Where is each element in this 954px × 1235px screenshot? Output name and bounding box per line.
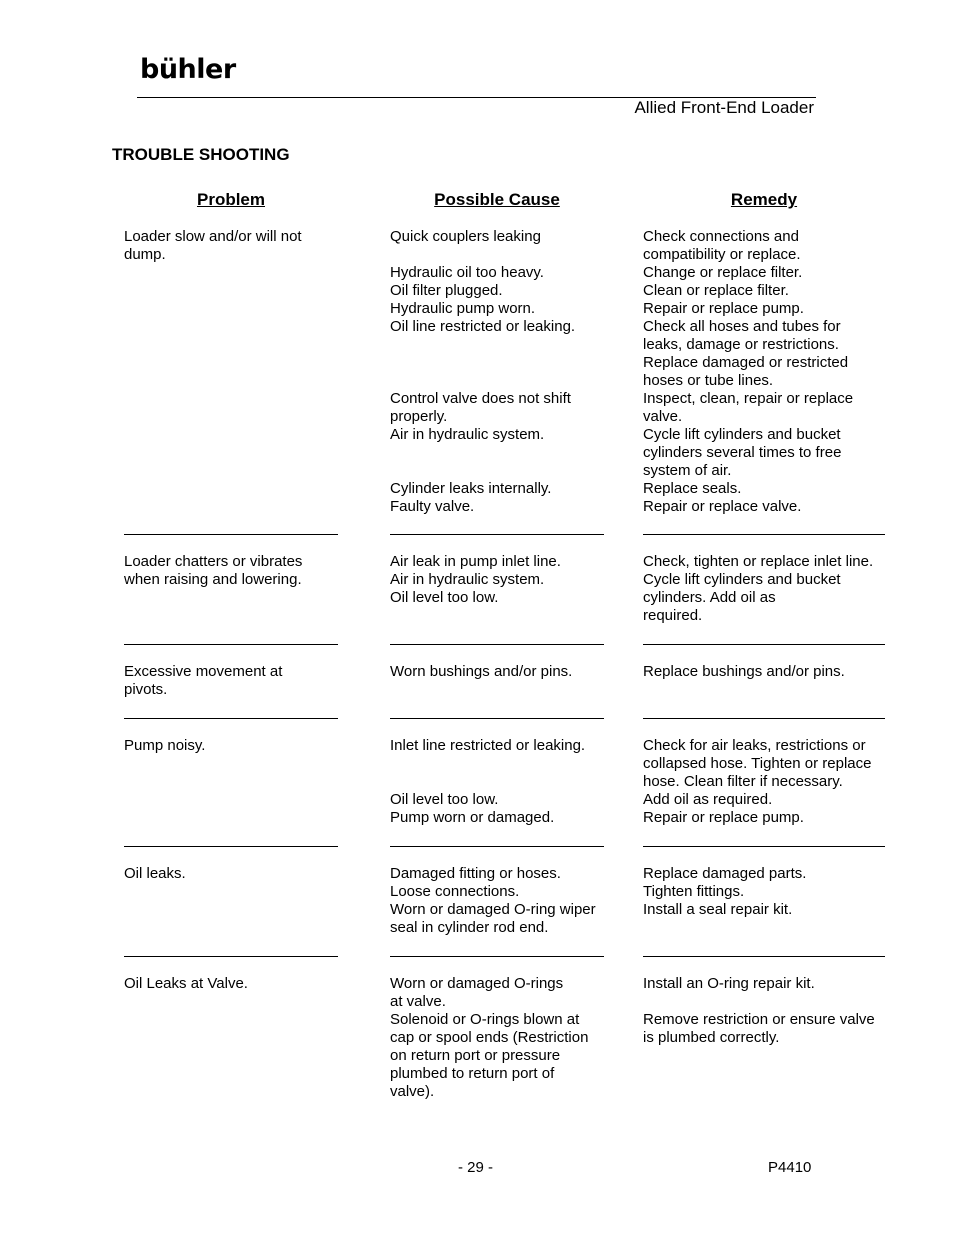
row-5-cause-line: seal in cylinder rod end. (390, 919, 549, 936)
row-1-cause-line: Hydraulic oil too heavy. (390, 264, 544, 281)
row-divider (643, 846, 885, 847)
column-header-remedy: Remedy (730, 190, 798, 209)
row-5-remedy-line: Replace damaged parts. (643, 865, 807, 882)
row-5-remedy-line: Tighten fittings. (643, 883, 745, 900)
row-1-remedy-line: system of air. (643, 462, 732, 479)
row-4-remedy-line: Add oil as required. (643, 791, 773, 808)
row-6-cause-line: valve). (390, 1083, 435, 1100)
row-2-problem-line: when raising and lowering. (124, 571, 302, 588)
row-divider (390, 644, 604, 645)
row-1-remedy-line: Repair or replace pump. (643, 300, 804, 317)
row-6-cause-line: Solenoid or O-rings blown at (390, 1011, 580, 1028)
row-6-cause-line: plumbed to return port of (390, 1065, 555, 1082)
row-2-remedy-line: required. (643, 607, 703, 624)
row-4-remedy-line: hose. Clean filter if necessary. (643, 773, 843, 790)
row-1-cause-line: Cylinder leaks internally. (390, 480, 552, 497)
row-1-cause-line: Air in hydraulic system. (390, 426, 545, 443)
row-divider (124, 644, 338, 645)
row-6-cause-line: Worn or damaged O-rings (390, 975, 564, 992)
document-code: P4410 (768, 1159, 812, 1176)
buhler-logo: bühler (140, 54, 236, 85)
row-1-cause-line: Oil filter plugged. (390, 282, 503, 299)
row-6-problem-line: Oil Leaks at Valve. (124, 975, 248, 992)
row-divider (124, 846, 338, 847)
row-1-remedy-line: hoses or tube lines. (643, 372, 774, 389)
row-divider (643, 644, 885, 645)
row-2-cause-line: Oil level too low. (390, 589, 499, 606)
row-3-cause-line: Worn bushings and/or pins. (390, 663, 573, 680)
row-1-remedy-line: Check all hoses and tubes for (643, 318, 841, 335)
row-divider (390, 846, 604, 847)
row-divider (643, 956, 885, 957)
document-subtitle: Allied Front-End Loader (634, 98, 814, 117)
row-4-remedy-line: Check for air leaks, restrictions or (643, 737, 866, 754)
row-1-problem-line: dump. (124, 246, 166, 263)
column-header-problem: Problem (196, 190, 266, 209)
row-3-remedy-line: Replace bushings and/or pins. (643, 663, 845, 680)
row-2-cause-line: Air in hydraulic system. (390, 571, 545, 588)
row-1-remedy-line: Clean or replace filter. (643, 282, 789, 299)
row-divider (390, 534, 604, 535)
row-1-cause-line: Faulty valve. (390, 498, 475, 515)
row-1-cause-line: Oil line restricted or leaking. (390, 318, 576, 335)
row-divider (390, 718, 604, 719)
row-3-problem-line: Excessive movement at (124, 663, 283, 680)
row-1-cause-line: Control valve does not shift (390, 390, 571, 407)
row-1-cause-line: Hydraulic pump worn. (390, 300, 536, 317)
row-2-remedy-line: Cycle lift cylinders and bucket (643, 571, 841, 588)
row-6-remedy-line: is plumbed correctly. (643, 1029, 780, 1046)
row-2-remedy-line: cylinders. Add oil as (643, 589, 776, 606)
row-divider (390, 956, 604, 957)
row-4-remedy-line: Repair or replace pump. (643, 809, 804, 826)
row-6-cause-line: cap or spool ends (Restriction (390, 1029, 589, 1046)
row-5-cause-line: Damaged fitting or hoses. (390, 865, 561, 882)
row-6-cause-line: on return port or pressure (390, 1047, 561, 1064)
row-1-remedy-line: valve. (643, 408, 683, 425)
row-6-cause-line: at valve. (390, 993, 446, 1010)
row-4-cause-line: Inlet line restricted or leaking. (390, 737, 586, 754)
row-5-problem-line: Oil leaks. (124, 865, 186, 882)
row-1-cause-line: Quick couplers leaking (390, 228, 541, 245)
row-divider (643, 718, 885, 719)
row-1-remedy-line: leaks, damage or restrictions. (643, 336, 839, 353)
row-5-remedy-line: Install a seal repair kit. (643, 901, 793, 918)
row-1-cause-line: properly. (390, 408, 448, 425)
row-1-remedy-line: Repair or replace valve. (643, 498, 802, 515)
row-2-problem-line: Loader chatters or vibrates (124, 553, 303, 570)
row-4-remedy-line: collapsed hose. Tighten or replace (643, 755, 872, 772)
row-divider (643, 534, 885, 535)
row-6-remedy-line: Install an O-ring repair kit. (643, 975, 815, 992)
column-header-cause: Possible Cause (434, 190, 560, 209)
row-1-remedy-line: cylinders several times to free (643, 444, 842, 461)
row-2-remedy-line: Check, tighten or replace inlet line. (643, 553, 874, 570)
row-1-remedy-line: compatibility or replace. (643, 246, 801, 263)
row-1-remedy-line: Cycle lift cylinders and bucket (643, 426, 841, 443)
row-2-cause-line: Air leak in pump inlet line. (390, 553, 561, 570)
row-divider (124, 956, 338, 957)
row-1-remedy-line: Change or replace filter. (643, 264, 803, 281)
page-number: - 29 - (458, 1159, 494, 1176)
row-1-problem-line: Loader slow and/or will not (124, 228, 302, 245)
row-4-cause-line: Pump worn or damaged. (390, 809, 555, 826)
row-4-cause-line: Oil level too low. (390, 791, 499, 808)
row-1-remedy-line: Check connections and (643, 228, 799, 245)
row-4-problem-line: Pump noisy. (124, 737, 206, 754)
row-divider (124, 718, 338, 719)
row-1-remedy-line: Inspect, clean, repair or replace (643, 390, 854, 407)
row-5-cause-line: Loose connections. (390, 883, 520, 900)
row-1-remedy-line: Replace damaged or restricted (643, 354, 849, 371)
row-5-cause-line: Worn or damaged O-ring wiper (390, 901, 596, 918)
row-3-problem-line: pivots. (124, 681, 168, 698)
section-title: TROUBLE SHOOTING (112, 145, 290, 164)
row-6-remedy-line: Remove restriction or ensure valve (643, 1011, 875, 1028)
row-divider (124, 534, 338, 535)
row-1-remedy-line: Replace seals. (643, 480, 742, 497)
